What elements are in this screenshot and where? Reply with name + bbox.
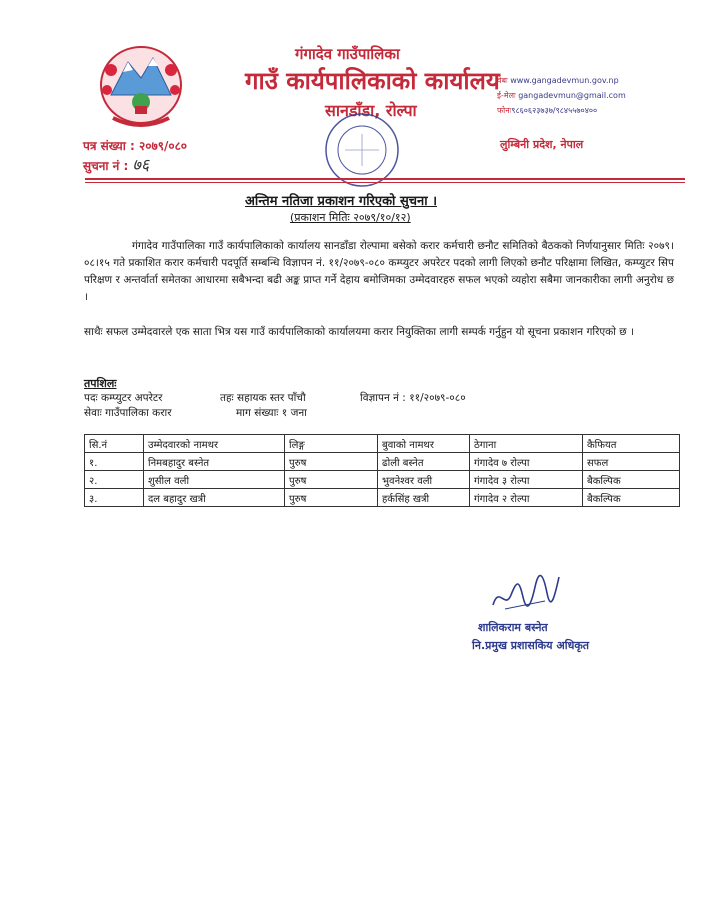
demand-count: माग संख्याः १ जना: [236, 407, 307, 419]
table-row: [85, 453, 680, 471]
table-row: [85, 471, 680, 489]
advertisement-number: विज्ञापन नं : ११/२०७९-०८०: [360, 392, 466, 404]
province-label: लुम्बिनी प्रदेश, नेपाल: [500, 138, 584, 151]
cell-name: निमबहादुर बस्नेत: [144, 453, 285, 471]
cell-address: गंगादेव ७ रोल्पा: [470, 453, 583, 471]
notice-number: सुचना नं : ७६: [83, 155, 150, 174]
signatory-title: नि.प्रमुख प्रशासकिय अधिकृत: [472, 639, 590, 652]
contact-web: वेबः www.gangadevmun.gov.np: [497, 76, 619, 85]
notice-paragraph-1: गंगादेव गाउँपालिका गाउँ कार्यपालिकाको कार्यालय सानडाँडा रोल्पामा बसेको करार कर्मचारी छनौट समितिको बैठकको निर्णयानुसार मितिः २०७९।०८।१५ गते प्रकाशित करार कर्मचारी पदपूर्ति सम्बन्धि विज्ञापन नं. ११/२०७९-०८० कम्प्युटर अपरेटर पदको लागी लिएको छनौट परिक्षामा लिखित, कम्प्युटर सिप परिक्षण र अन्तर्वार्ता समेतका आधारमा सबैभन्दा बढी अङ्क प्राप्त गर्ने देहाय बमोजिमका उम्मेदवारहरु सफल भएको व्यहोरा सबैमा जानकारीका लागी अनुरोध छ ।: [84, 240, 674, 303]
contact-email: ई-मेलः gangadevmun@gmail.com: [497, 91, 626, 100]
cell-gender: पुरुष: [285, 453, 378, 471]
contact-phone: फोनः९८६०६२३७३७/९८४५५७०४००: [497, 106, 598, 115]
cell-address: गंगादेव ३ रोल्पा: [470, 471, 583, 489]
notice-paragraph-2: साथैः सफल उम्मेदवारले एक साता भित्र यस गाउँ कार्यपालिकाको कार्यालयमा करार नियुक्तिका लागी सम्पर्क गर्नुहुन यो सूचना प्रकाशन गरिएको छ ।: [84, 326, 634, 338]
cell-sn: २.: [85, 471, 144, 489]
results-table: [84, 434, 680, 507]
cell-father: भुवनेश्वर वली: [378, 471, 470, 489]
service-detail: सेवाः गाउँपालिका करार: [84, 407, 172, 419]
publication-date: (प्रकाशन मितिः २०७९/१०/१२): [290, 211, 411, 224]
col-header-remarks: कैफियत: [583, 435, 680, 453]
contact-block: [497, 73, 626, 118]
col-header-gender: लिङ्ग: [285, 435, 378, 453]
post-detail: पदः कम्प्युटर अपरेटर: [84, 392, 163, 404]
cell-gender: पुरुष: [285, 471, 378, 489]
table-header-row: [85, 435, 680, 453]
cell-name: दल बहादुर खत्री: [144, 489, 285, 507]
col-header-sn: सि.नं: [85, 435, 144, 453]
cell-father: ढोली बस्नेत: [378, 453, 470, 471]
cell-address: गंगादेव २ रोल्पा: [470, 489, 583, 507]
cell-remarks: बैकल्पिक: [583, 471, 680, 489]
col-header-address: ठेगाना: [470, 435, 583, 453]
notice-title: अन्तिम नतिजा प्रकाशन गरिएको सुचना ।: [245, 194, 438, 209]
letter-number: पत्र संख्या : २०७९/०८०: [83, 139, 188, 153]
office-name-line2: गाउँ कार्यपालिकाको कार्यालय: [245, 67, 500, 95]
handwritten-signature: [485, 565, 565, 615]
nepal-emblem-icon: [93, 40, 189, 130]
header-divider: [85, 178, 685, 180]
signatory-name: शालिकराम बस्नेत: [478, 621, 548, 634]
office-name-line1: गंगादेव गाउँपालिका: [295, 45, 400, 63]
cell-remarks: सफल: [583, 453, 680, 471]
details-heading: तपशिलः: [84, 377, 117, 390]
header-divider-thin: [85, 182, 685, 183]
col-header-father: बुवाको नामथर: [378, 435, 470, 453]
level-detail: तहः सहायक स्तर पाँचौ: [220, 392, 306, 404]
office-address: सानडाँडा, रोल्पा: [325, 101, 417, 120]
cell-remarks: बैकल्पिक: [583, 489, 680, 507]
cell-gender: पुरुष: [285, 489, 378, 507]
cell-sn: ३.: [85, 489, 144, 507]
cell-sn: १.: [85, 453, 144, 471]
cell-father: हर्कसिंह खत्री: [378, 489, 470, 507]
cell-name: शुसील वली: [144, 471, 285, 489]
table-row: [85, 489, 680, 507]
col-header-name: उम्मेदवारको नामथर: [144, 435, 285, 453]
